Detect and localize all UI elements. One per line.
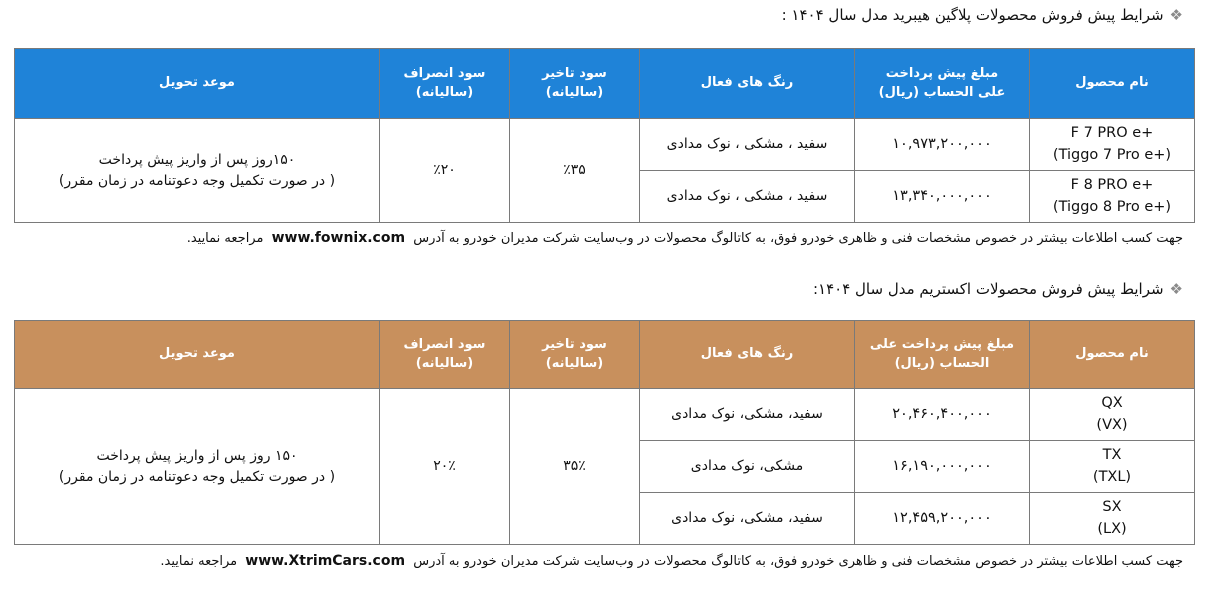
website-link[interactable]: www.XtrimCars.com	[245, 553, 406, 569]
website-link[interactable]: www.fownix.com	[271, 230, 406, 246]
prepayment-amount: ۱۲,۴۵۹,۲۰۰,۰۰۰	[855, 493, 1030, 545]
table-row	[15, 119, 1195, 171]
header-delay-interest: سود تاخیر (سالیانه)	[510, 49, 640, 119]
header-delay-interest: سود تاخیر (سالیانه)	[510, 321, 640, 389]
diamond-bullet-icon: ❖	[1169, 6, 1183, 24]
section2-title: شرایط پیش فروش محصولات اکستریم مدل سال ۱۴۰۴:	[812, 280, 1164, 298]
cancel-interest-value: ۲۰٪	[380, 389, 510, 545]
cancel-interest-value: ٪۲۰	[380, 119, 510, 223]
header-delivery: موعد تحویل	[15, 321, 380, 389]
product-name: TX (TXL)	[1030, 441, 1195, 493]
hybrid-presale-table	[14, 48, 1195, 223]
header-prepayment: مبلغ پیش پرداخت علی الحساب (ریال)	[855, 49, 1030, 119]
section1-note: جهت کسب اطلاعات بیشتر در خصوص مشخصات فنی و ظاهری خودرو فوق، به کاتالوگ محصولات در وب‌سایت شرکت مدیران خودرو به آدرس www.fownix.com مراجعه نمایید.	[186, 230, 1183, 246]
section2-note: جهت کسب اطلاعات بیشتر در خصوص مشخصات فنی و ظاهری خودرو فوق، به کاتالوگ محصولات در وب‌سایت شرکت مدیران خودرو به آدرس www.XtrimCars.com مراجعه نمایید.	[160, 553, 1183, 569]
delivery-terms: ۱۵۰ روز پس از واریز پیش پرداخت ( در صورت تکمیل وجه دعوتنامه در زمان مقرر)	[15, 389, 380, 545]
header-cancel-interest: سود انصراف (سالیانه)	[380, 49, 510, 119]
active-colors: مشکی، نوک مدادی	[640, 441, 855, 493]
prepayment-amount: ۱۶,۱۹۰,۰۰۰,۰۰۰	[855, 441, 1030, 493]
active-colors: سفید، مشکی، نوک مدادی	[640, 493, 855, 545]
header-colors: رنگ های فعال	[640, 49, 855, 119]
section1-heading	[782, 6, 1183, 24]
table-header-row	[15, 49, 1195, 119]
delay-interest-value: ٪۳۵	[510, 119, 640, 223]
product-name: QX (VX)	[1030, 389, 1195, 441]
header-delivery: موعد تحویل	[15, 49, 380, 119]
xtrim-presale-table	[14, 320, 1195, 545]
table-header-row	[15, 321, 1195, 389]
section2-heading	[813, 280, 1183, 298]
delivery-terms: ۱۵۰روز پس از واریز پیش پرداخت ( در صورت تکمیل وجه دعوتنامه در زمان مقرر)	[15, 119, 380, 223]
table-row	[15, 389, 1195, 441]
section1-title: شرایط پیش فروش محصولات پلاگین هیبرید مدل سال ۱۴۰۴ :	[781, 6, 1164, 24]
prepayment-amount: ۱۰,۹۷۳,۲۰۰,۰۰۰	[855, 119, 1030, 171]
diamond-bullet-icon: ❖	[1169, 280, 1183, 298]
active-colors: سفید ، مشکی ، نوک مدادی	[640, 171, 855, 223]
prepayment-amount: ۲۰,۴۶۰,۴۰۰,۰۰۰	[855, 389, 1030, 441]
prepayment-amount: ۱۳,۳۴۰,۰۰۰,۰۰۰	[855, 171, 1030, 223]
product-name: F 7 PRO e+ (Tiggo 7 Pro e+)	[1030, 119, 1195, 171]
delay-interest-value: ۳۵٪	[510, 389, 640, 545]
header-colors: رنگ های فعال	[640, 321, 855, 389]
product-name: F 8 PRO e+ (Tiggo 8 Pro e+)	[1030, 171, 1195, 223]
header-prepayment: مبلغ پیش پرداخت علی الحساب (ریال)	[855, 321, 1030, 389]
active-colors: سفید ، مشکی ، نوک مدادی	[640, 119, 855, 171]
active-colors: سفید، مشکی، نوک مدادی	[640, 389, 855, 441]
header-cancel-interest: سود انصراف (سالیانه)	[380, 321, 510, 389]
header-product: نام محصول	[1030, 321, 1195, 389]
header-product: نام محصول	[1030, 49, 1195, 119]
product-name: SX (LX)	[1030, 493, 1195, 545]
